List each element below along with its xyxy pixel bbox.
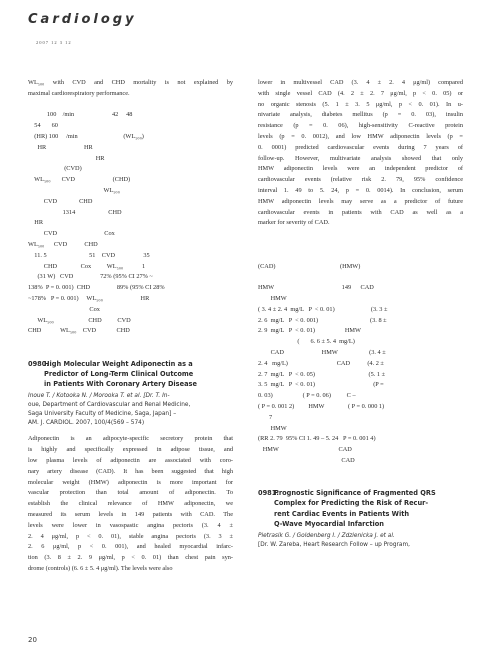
text-line: levels (p = 0. 0012), and low HMW adiponectin levels (p = [258,132,463,140]
text-line: WL₅₀₀ [28,186,120,194]
text-line: drome (controls) (6. 6 ± 5. 4 μg/ml). The levels were also [28,564,173,572]
text-line: ~178% P = 0. 001) WL₅₀₀ HR [28,294,150,302]
text-line: interval 1. 49 to 5. 24, p = 0. 0014). In conclusion, serum [258,186,463,194]
text-line: CAD [258,456,355,464]
text-line: 1314 CHD [28,208,122,216]
text-line: 100 /min 42 48 [28,111,133,119]
article-authors-0981 [258,532,463,550]
text-line: levels were lower in vasospastic angina pectoris (3. 4 ± [28,521,233,529]
right-abstract-block [258,78,463,229]
affiliation-line: oue, Department of Cardiovascular and Renal Medicine, [28,402,191,409]
article-title-0980 [28,359,233,390]
text-line: molecular weight (HMW) adiponectin is more important for [28,478,233,486]
text-line: (CAD) (HMW) [258,262,361,270]
article-title-line: Complex for Predicting the Risk of Recur- [274,499,429,508]
text-line: (RR 2. 79 95% CI 1. 49 – 5. 24 P = 0. 001 4) [258,435,376,443]
text-line: no organic stenosis (5. 1 ± 3. 5 μg/ml, p < 0. 01). In u- [258,100,463,108]
text-line: ( 6. 6 ± 5. 4 mg/L) [258,338,355,346]
text-line: maximal cardiorespiratory performance. [28,89,130,97]
article-title-line: High Molecular Weight Adiponectin as a [44,359,193,368]
text-line: 54 60 [28,122,58,130]
text-line: Adiponectin is an adipocyte-specific secretory protein that [28,435,233,443]
text-line: 2. 7 mg/L P < 0. 05) (5. 1 ± [258,370,386,378]
text-line: CAD HMW (3. 4 ± [258,348,386,356]
article-number: 0981. [258,489,279,498]
text-line: (HR) 100 /min (WL₅₀₀) [28,132,144,140]
text-line: (CVD) [28,165,82,173]
article-title-0981 [258,488,463,529]
text-line: cardiovascular events (relative risk 2. 79, 95% confidence [258,176,463,184]
article-title-line: rent Cardiac Events in Patients With [274,509,410,518]
right-column [258,78,463,550]
article-number: 0980. [28,359,49,368]
text-line: 2. 6 μg/ml, p < 0. 001), and healed myocardial infarc- [28,543,233,551]
text-line: CHD Cox WL₅₀₀ 1 [28,262,146,270]
text-line: vascular protection than total amount of adiponectin. To [28,489,233,497]
text-line: nivariate analysis, diabetes mellitus (p = 0. 03), insulin [258,111,463,119]
text-line: HMW [258,294,287,302]
authors-line: Pietrasik G. / Goldenberg I. / Zdzienicka J. et al. [258,533,395,540]
citation-line: AM. J. CARDIOL. 2007, 100/4(569 – 574) [28,420,145,427]
journal-title: Cardiology [28,12,137,27]
text-line: 2. 6 mg/L P < 0. 001) (3. 8 ± [258,316,387,324]
text-line: WL₅₀₀ CHD CVD [28,316,131,324]
text-line: 2. 9 mg/L P < 0. 01) HMW [258,327,361,335]
left-column [28,78,233,575]
text-line: measured its serum levels in 149 patients with CAD. The [28,510,233,518]
article-0980 [28,359,233,575]
text-line: (31 W) CVD 72% (95% CI 27% ~ [28,273,153,281]
text-line: HMW 149 CAD [258,284,374,292]
text-line [28,100,233,111]
text-line: 11. 5 51 CVD 35 [28,251,150,259]
text-line: 2. 4 μg/ml, p < 0. 01), stable angina pectoris (3. 3 ± [28,532,233,540]
text-line: lower in multivessel CAD (3. 4 ± 2. 4 μg/ml) compared [258,79,463,86]
text-line: tion (3. 8 ± 2. 9 μg/ml, p < 0. 01) than chest pain syn- [28,554,233,562]
article-title-line: Prognostic Significance of Fragmented QRS [274,489,436,498]
text-line: HMW adiponectin levels may serve as a predictor of future [258,197,463,205]
article-title-line: in Patients With Coronary Artery Disease [44,380,197,389]
text-line: HMW CAD [258,446,352,454]
text-line: 138% P = 0. 001) CHD 89% (95% CI 28% [28,284,165,292]
text-line: HMW [258,424,287,432]
text-line: establish the clinical relevance of HMW adiponectin, we [28,500,233,508]
text-line: follow-up. However, multivariate analysis showed that only [258,154,463,162]
text-line: CVD CHD [28,197,93,205]
affiliation-line: [Dr. W. Zareba, Heart Research Follow – up Program, [258,542,410,549]
text-line: 0. 0001) predicted cardiovascular events during 7 years of [258,143,463,151]
authors-line: Inoue T. / Kotooka N. / Morooka T. et al. [Dr. T. In- [28,393,170,400]
left-abstract-block [28,78,233,337]
text-line: resistance (p = 0. 06), high-sensitivity C-reactive protein [258,122,463,130]
article-title-line: Predictor of Long-Term Clinical Outcome [44,369,194,378]
affiliation-line: Saga University Faculty of Medicine, Saga, Japan] – [28,411,177,418]
text-line [258,272,463,283]
text-line: HR HR [28,143,93,151]
text-line: CVD Cox [28,230,115,238]
chinese-summary-block [258,262,463,467]
text-line: nary artery disease (CAD). It has been suggested that high [28,467,233,475]
text-line: 0. 03) ( P = 0. 06) C – [258,392,356,400]
article-authors-0980 [28,392,233,428]
text-line: HMW adiponectin levels were an independent predictor of [258,165,463,173]
text-line: CHD WL₅₀₀ CVD CHD [28,327,130,335]
text-line: 7 [258,413,273,421]
text-line: low plasma levels of adiponectin are associated with coro- [28,456,233,464]
text-line: marker for severity of CAD. [258,219,330,227]
text-line: HR [28,219,44,227]
issue-meta: 2007 12 3 12 [36,40,72,45]
text-line: ( 3. 4 ± 2. 4 mg/L P < 0. 01) (3. 3 ± [258,305,388,313]
article-0981 [258,488,463,550]
text-line: WL₅₀₀ CVD CHD [28,240,98,248]
text-line: WL₅₀₀ CVD (CHD) [28,176,131,184]
text-line: HR [28,154,105,162]
text-line: 3. 5 mg/L P < 0. 01) (P = [258,381,384,389]
text-line: cardiovascular events in patients with CAD as well as a [258,208,463,216]
article-title-line: Q-Wave Myocardial Infarction [274,519,384,528]
article-abstract-0980 [28,434,233,574]
text-line: Cox [28,305,100,313]
text-line: is highly and specifically expressed in adipose tissue, and [28,446,233,454]
text-line: ( P = 0. 001 2) HMW ( P = 0. 000 1) [258,402,385,410]
page-number: 20 [28,636,37,644]
text-line: 2. 4 mg/L) CAD (4. 2 ± [258,359,384,367]
text-line: WL₅₀₀ with CVD and CHD mortality is not explained by [28,79,233,86]
text-line: with single vessel CAD (4. 2 ± 2. 7 μg/ml, p < 0. 05) or [258,89,463,97]
